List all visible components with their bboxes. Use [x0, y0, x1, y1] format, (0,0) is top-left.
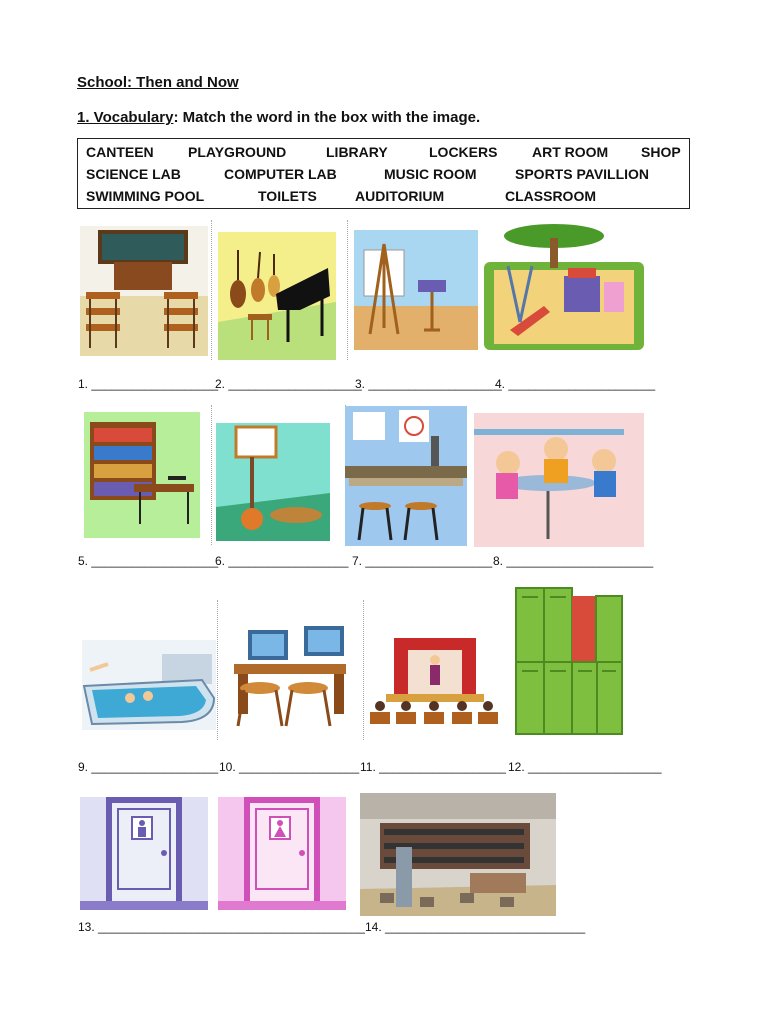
word-music-room: MUSIC ROOM — [384, 166, 477, 182]
auditorium-picture — [366, 636, 504, 726]
word-computer-lab: COMPUTER LAB — [224, 166, 337, 182]
word-lockers: LOCKERS — [429, 144, 498, 160]
sports-court-picture — [216, 423, 330, 541]
answer-line-4[interactable]: 4. ______________________ — [495, 377, 656, 391]
art-room-picture — [354, 230, 478, 350]
word-shop: SHOP — [641, 144, 681, 160]
answer-line-6[interactable]: 6. __________________ — [215, 554, 349, 568]
word-classroom: CLASSROOM — [505, 188, 596, 204]
word-sports-pavillion: SPORTS PAVILLION — [515, 166, 650, 182]
answer-line-2[interactable]: 2. ____________________ — [215, 377, 362, 391]
instruction-text: : Match the word in the box with the image. — [173, 109, 481, 126]
swimming-pool-picture — [82, 640, 216, 730]
word-toilets: TOILETS — [258, 188, 317, 204]
word-science-lab: SCIENCE LAB — [86, 166, 181, 182]
answer-line-1[interactable]: 1. ___________________ — [78, 377, 219, 391]
answer-line-10[interactable]: 10. __________________ — [219, 760, 360, 774]
answer-line-13[interactable]: 13. ________________________________________ — [78, 920, 365, 934]
canteen-picture — [474, 413, 644, 547]
separator — [347, 220, 348, 360]
word-playground: PLAYGROUND — [188, 144, 287, 160]
shop-picture — [360, 793, 556, 916]
girls-toilet-picture — [218, 797, 346, 910]
computer-lab-picture — [230, 624, 350, 730]
word-canteen: CANTEEN — [86, 144, 154, 160]
answer-line-14[interactable]: 14. ______________________________ — [365, 920, 586, 934]
separator — [363, 600, 364, 740]
answer-line-11[interactable]: 11. ___________________ — [360, 760, 506, 774]
science-lab-picture — [345, 406, 467, 546]
page-title: School: Then and Now — [77, 74, 239, 91]
word-swimming-pool: SWIMMING POOL — [86, 188, 205, 204]
library-picture — [84, 412, 200, 538]
instruction — [77, 109, 480, 126]
answer-line-8[interactable]: 8. ______________________ — [493, 554, 654, 568]
word-library: LIBRARY — [326, 144, 388, 160]
word-auditorium: AUDITORIUM — [355, 188, 445, 204]
answer-line-5[interactable]: 5. ___________________ — [78, 554, 219, 568]
separator — [211, 220, 212, 360]
classroom-picture — [80, 226, 208, 356]
answer-line-9[interactable]: 9. ___________________ — [78, 760, 219, 774]
playground-picture — [484, 222, 644, 350]
answer-line-12[interactable]: 12. ____________________ — [508, 760, 662, 774]
answer-line-7[interactable]: 7. ___________________ — [352, 554, 493, 568]
instruction-number: 1. Vocabulary — [77, 109, 174, 126]
separator — [217, 600, 218, 740]
word-box — [77, 138, 690, 209]
music-room-picture — [218, 232, 336, 360]
boys-toilet-picture — [80, 797, 208, 910]
word-art-room: ART ROOM — [532, 144, 609, 160]
lockers-picture — [514, 586, 624, 736]
separator — [211, 405, 212, 545]
answer-line-3[interactable]: 3. ____________________ — [355, 377, 502, 391]
